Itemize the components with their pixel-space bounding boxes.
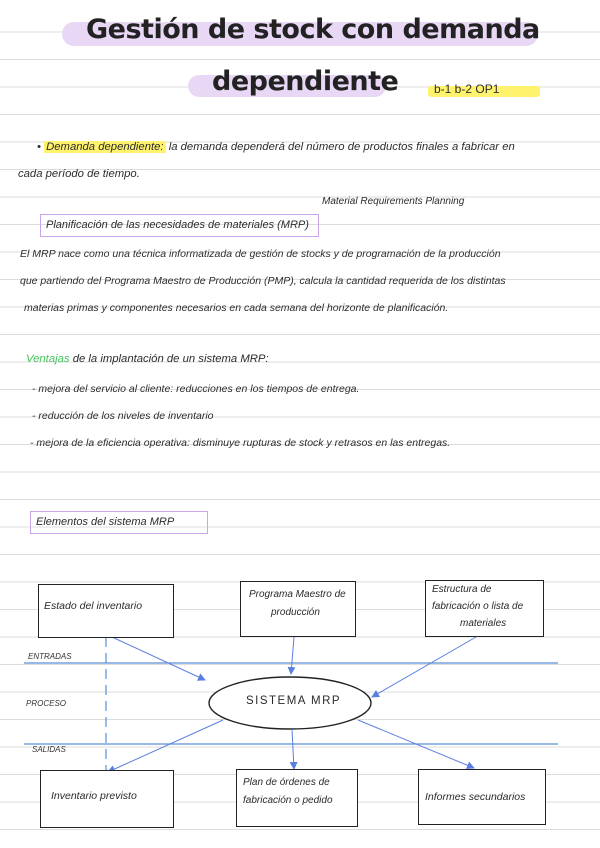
label-proceso: PROCESO bbox=[26, 699, 67, 708]
mrp-heading: Planificación de las necesidades de materiales (MRP) bbox=[46, 219, 309, 231]
arrow-pmp-to-mrp bbox=[291, 637, 294, 674]
output-box-plan-ordenes: Plan de órdenes de fabricación o pedido bbox=[236, 769, 358, 827]
label-salidas: SALIDAS bbox=[32, 745, 66, 754]
mrp-paragraph-2: que partiendo del Programa Maestro de Producción (PMP), calcula la cantidad requerida de los distintas bbox=[20, 275, 506, 287]
mrp-english-name: Material Requirements Planning bbox=[322, 196, 465, 207]
mrp-system-label: SISTEMA MRP bbox=[246, 695, 342, 707]
output-box-inventario-previsto: Inventario previsto bbox=[40, 770, 174, 828]
ventaja-item-1: - mejora del servicio al cliente: reducciones en los tiempos de entrega. bbox=[32, 383, 360, 395]
demanda-term: Demanda dependiente: bbox=[46, 141, 164, 153]
mrp-paragraph-1: El MRP nace como una técnica informatizada de gestión de stocks y de programación de la producción bbox=[20, 248, 501, 260]
ventaja-item-2: - reducción de los niveles de inventario bbox=[32, 410, 214, 422]
ventaja-item-3: - mejora de la eficiencia operativa: disminuye rupturas de stock y retrasos en las entregas. bbox=[30, 437, 451, 449]
arrow-inventory-to-mrp bbox=[112, 637, 205, 680]
page-title-line1: Gestión de stock con demanda bbox=[86, 14, 540, 45]
arrow-mrp-to-plan bbox=[292, 729, 294, 769]
ventajas-term: Ventajas bbox=[26, 353, 70, 365]
page-title-line2: dependiente bbox=[212, 66, 399, 97]
arrow-mrp-to-inventory bbox=[108, 720, 223, 772]
arrow-bom-to-mrp bbox=[372, 637, 476, 697]
bullet: • bbox=[37, 141, 41, 153]
input-box-estructura: Estructura de fabricación o lista de materiales bbox=[425, 580, 544, 637]
elementos-heading: Elementos del sistema MRP bbox=[36, 516, 175, 528]
label-entradas: ENTRADAS bbox=[28, 652, 72, 661]
demanda-text-1: la demanda dependerá del número de productos finales a fabricar en bbox=[168, 141, 515, 153]
output-box-informes: Informes secundarios bbox=[418, 769, 546, 825]
input-box-estado-inventario: Estado del inventario bbox=[38, 584, 174, 638]
ventajas-rest: de la implantación de un sistema MRP: bbox=[72, 353, 269, 365]
demanda-text-2: cada período de tiempo. bbox=[18, 168, 140, 180]
mrp-paragraph-3: materias primas y componentes necesarios en cada semana del horizonte de planificación. bbox=[24, 302, 449, 314]
input-box-programa-maestro: Programa Maestro de producción bbox=[240, 581, 356, 637]
subject-tag: b-1 b-2 OP1 bbox=[434, 82, 500, 96]
